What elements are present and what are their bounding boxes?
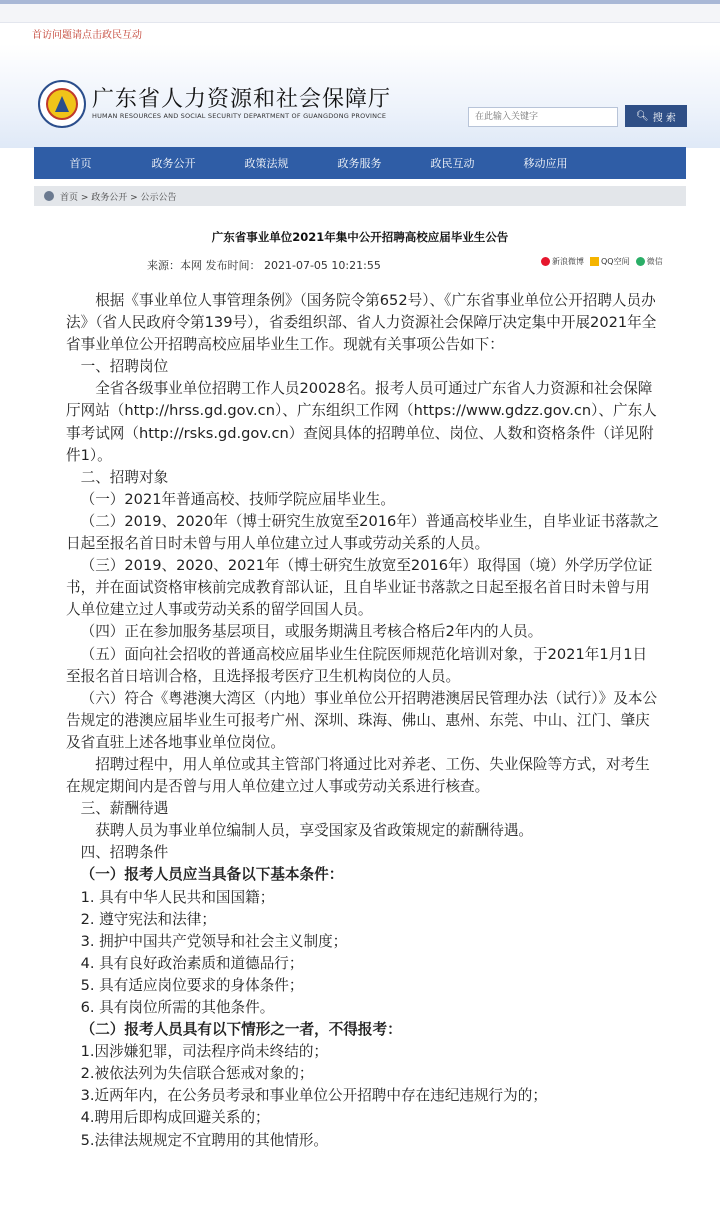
paragraph: （四）正在参加服务基层项目，或服务期满且考核合格后2年内的人员。 (80, 623, 543, 641)
wechat-icon (636, 257, 645, 266)
sub-heading: （二）报考人员具有以下情形之一者，不得报考： (80, 1021, 402, 1039)
share-wechat[interactable]: 微信 (636, 256, 663, 267)
paragraph: （一）2021年普通高校、技师学院应届毕业生。 (80, 490, 396, 508)
list-item: 3.近两年内，在公务员考录和事业单位公开招聘中存在违纪违规行为的； (80, 1087, 547, 1105)
paragraph: 全省各级事业单位招聘工作人员20028名。报考人员可通过广东省人力资源和社会保障厅网站（http://hrss.gd.gov.cn）、广东组织工作网（https://www.gdzz.gov.cn）、广东人事考试网（http://rsks.gd.gov.cn）查阅具体的招聘单位、岗位、人数和资格条件（详见附件1）。 (66, 380, 657, 464)
list-item: 6. 具有岗位所需的其他条件。 (80, 999, 275, 1016)
paragraph: 获聘人员为事业单位编制人员，享受国家及省政策规定的薪酬待遇。 (95, 822, 534, 840)
nav-item-mobile[interactable]: 移动应用 (523, 157, 568, 170)
qzone-icon (590, 257, 599, 266)
breadcrumb-text[interactable]: 首页 > 政务公开 > 公示公告 (60, 192, 177, 203)
paragraph: （五）面向社会招收的普通高校应届毕业生住院医师规范化培训对象，于2021年1月1日至报名首日培训合格，且选择报考医疗卫生机构岗位的人员。 (66, 645, 648, 685)
section-heading: 二、招聘对象 (80, 468, 169, 486)
breadcrumb (34, 186, 686, 206)
main-nav (34, 147, 686, 179)
list-item: 4. 具有良好政治素质和道德品行； (80, 954, 304, 972)
list-item: 4.聘用后即构成回避关系的； (80, 1109, 270, 1127)
list-item: 5. 具有适应岗位要求的身体条件； (80, 976, 304, 994)
article-body (66, 290, 661, 1152)
list-item: 3. 拥护中国共产党领导和社会主义制度； (80, 932, 348, 950)
nav-item-services[interactable]: 政务服务 (337, 157, 382, 170)
share-weibo[interactable]: 新浪微博 (541, 256, 584, 267)
list-item: 1.因涉嫌犯罪，司法程序尚未终结的； (80, 1043, 329, 1061)
nav-item-home[interactable]: 首页 (69, 157, 92, 170)
article-title: 广东省事业单位2021年集中公开招聘高校应届毕业生公告 (211, 230, 509, 244)
top-stripe (0, 0, 720, 4)
top-help-link[interactable]: 首访问题请点击政民互动 (32, 30, 142, 41)
section-heading: 四、招聘条件 (80, 844, 169, 862)
list-item: 5.法律法规规定不宜聘用的其他情形。 (80, 1131, 329, 1149)
search-button[interactable] (625, 105, 687, 127)
section-heading: 一、招聘岗位 (80, 358, 169, 376)
share-bar (541, 256, 663, 267)
paragraph: 招聘过程中，用人单位或其主管部门将通过比对养老、工伤、失业保险等方式，对考生在规定期间内是否曾与用人单位建立过人事或劳动关系进行核查。 (66, 755, 650, 796)
nav-item-interaction[interactable]: 政民互动 (430, 157, 475, 170)
nav-item-policy[interactable]: 政策法规 (244, 157, 289, 170)
home-icon (44, 191, 54, 201)
search-icon: 🔍︎ (636, 110, 649, 122)
share-qzone[interactable]: QQ空间 (590, 256, 630, 267)
site-title: 广东省人力资源和社会保障厅 (92, 87, 392, 112)
article-meta: 来源：本网 发布时间： 2021-07-05 10:21:55 (147, 259, 381, 272)
paragraph: （二）2019、2020年（博士研究生放宽至2016年）普通高校毕业生，自毕业证书落款之日起至报名首日时未曾与用人单位建立过人事或劳动关系的人员。 (66, 512, 660, 553)
sub-heading: （一）报考人员应当具备以下基本条件： (80, 866, 344, 884)
section-heading: 三、薪酬待遇 (80, 800, 169, 818)
paragraph: 根据《事业单位人事管理条例》（国务院令第652号）、《广东省事业单位公开招聘人员办法》（省人民政府令第139号），省委组织部、省人力资源社会保障厅决定集中开展2021年全省事业单位公开招聘高校应届毕业生工作。现就有关事项公告如下： (66, 292, 657, 354)
paragraph: （六）符合《粤港澳大湾区（内地）事业单位公开招聘港澳居民管理办法（试行）》及本公告规定的港澳应届毕业生可报考广州、深圳、珠海、佛山、惠州、东莞、中山、江门、肇庆及省直驻上述各地事业单位岗位。 (66, 689, 658, 751)
search-button-label: 搜 索 (652, 112, 676, 124)
weibo-icon (541, 257, 550, 266)
list-item: 2.被依法列为失信联合惩戒对象的； (80, 1065, 314, 1083)
list-item: 1. 具有中华人民共和国国籍； (80, 888, 275, 906)
site-subtitle: HUMAN RESOURCES AND SOCIAL SECURITY DEPARTMENT OF GUANGDONG PROVINCE (92, 112, 387, 120)
paragraph: （三）2019、2020、2021年（博士研究生放宽至2016年）取得国（境）外学历学位证书，并在面试资格审核前完成教育部认证，且自毕业证书落款之日起至报名首日时未曾与用人单位建立过人事或劳动关系的留学回国人员。 (66, 557, 653, 619)
search-input[interactable] (468, 107, 618, 127)
emblem-icon (38, 80, 86, 128)
list-item: 2. 遵守宪法和法律； (80, 910, 216, 928)
nav-item-gov-affairs[interactable]: 政务公开 (151, 157, 196, 170)
top-strip (0, 0, 720, 23)
